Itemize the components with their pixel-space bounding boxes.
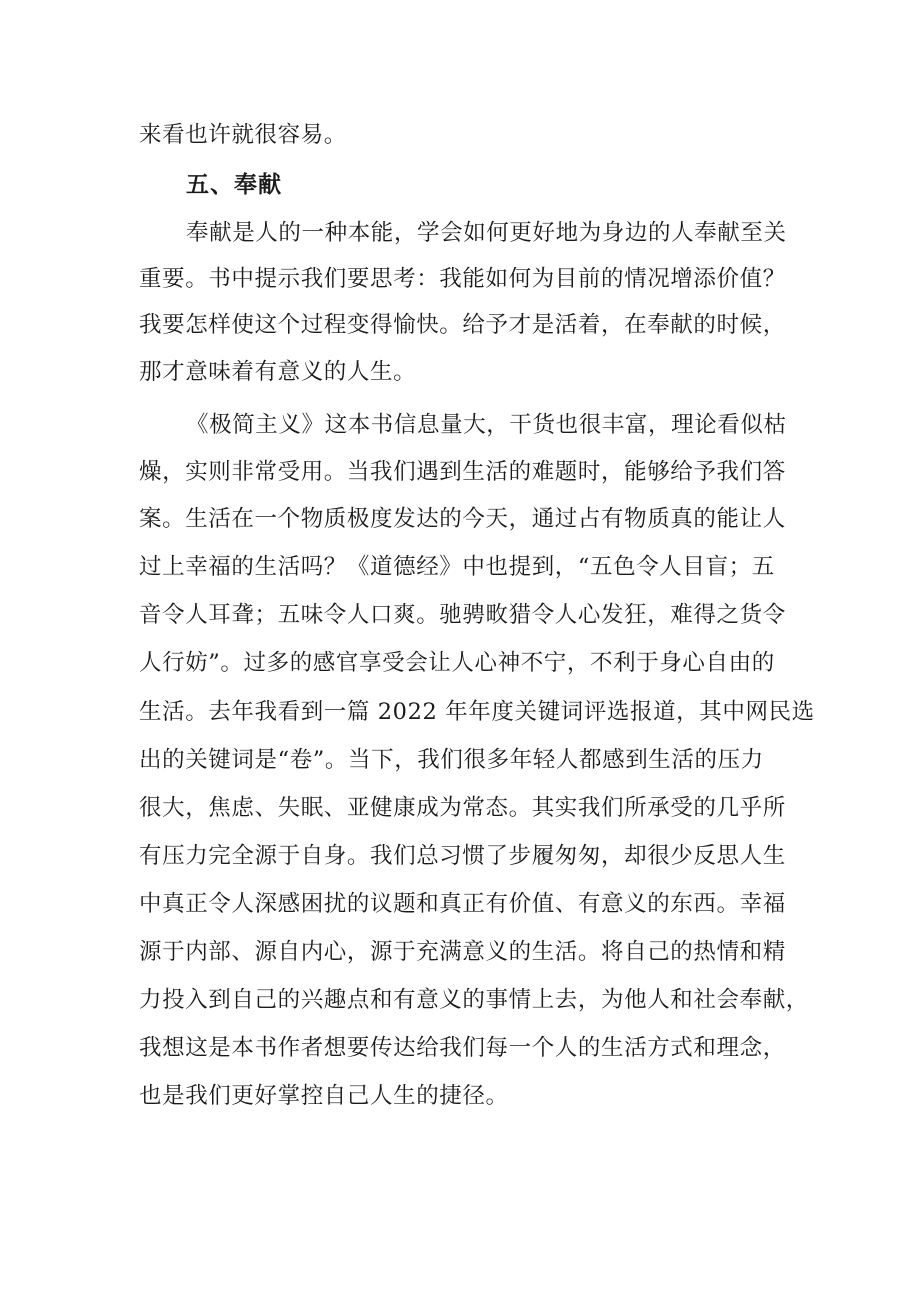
- paragraph-line: 很大，焦虑、失眠、亚健康成为常态。其实我们所承受的几乎所: [139, 795, 786, 821]
- paragraph-line: 我想这是本书作者想要传达给我们每一个人的生活方式和理念，: [139, 1035, 786, 1061]
- continuation-line: 来看也许就很容易。: [139, 122, 347, 148]
- paragraph-line: 源于内部、源自内心，源于充满意义的生活。将自己的热情和精: [139, 939, 786, 965]
- paragraph-line: 也是我们更好掌控自己人生的捷径。: [139, 1083, 509, 1109]
- paragraph-line: 我要怎样使这个过程变得愉快。给予才是活着，在奉献的时候，: [139, 312, 786, 338]
- paragraph-line: 生活。去年我看到一篇 2022 年年度关键词评选报道，其中网民选: [139, 699, 815, 725]
- paragraph-line: 《极简主义》这本书信息量大，干货也很丰富，理论看似枯: [186, 412, 787, 438]
- section-heading: 五、奉献: [186, 172, 282, 198]
- paragraph-line: 音令人耳聋；五味令人口爽。驰骋畋猎令人心发狂，难得之货令: [139, 602, 786, 628]
- paragraph-line: 出的关键词是“卷”。当下，我们很多年轻人都感到生活的压力: [139, 747, 764, 773]
- paragraph-line: 中真正令人深感困扰的议题和真正有价值、有意义的东西。幸福: [139, 891, 786, 917]
- paragraph-line: 重要。书中提示我们要思考：我能如何为目前的情况增添价值？: [139, 266, 786, 292]
- paragraph-line: 案。生活在一个物质极度发达的今天，通过占有物质真的能让人: [139, 506, 786, 532]
- paragraph-line: 力投入到自己的兴趣点和有意义的事情上去，为他人和社会奉献，: [139, 987, 809, 1013]
- paragraph-line: 那才意味着有意义的人生。: [139, 359, 417, 385]
- paragraph-line: 燥，实则非常受用。当我们遇到生活的难题时，能够给予我们答: [139, 459, 786, 485]
- paragraph-line: 奉献是人的一种本能，学会如何更好地为身边的人奉献至关: [186, 220, 787, 246]
- paragraph-line: 过上幸福的生活吗？《道德经》中也提到，“五色令人目盲；五: [139, 554, 775, 580]
- paragraph-line: 人行妨”。过多的感官享受会让人心神不宁，不利于身心自由的: [139, 650, 775, 676]
- paragraph-line: 有压力完全源于自身。我们总习惯了步履匆匆，却很少反思人生: [139, 843, 786, 869]
